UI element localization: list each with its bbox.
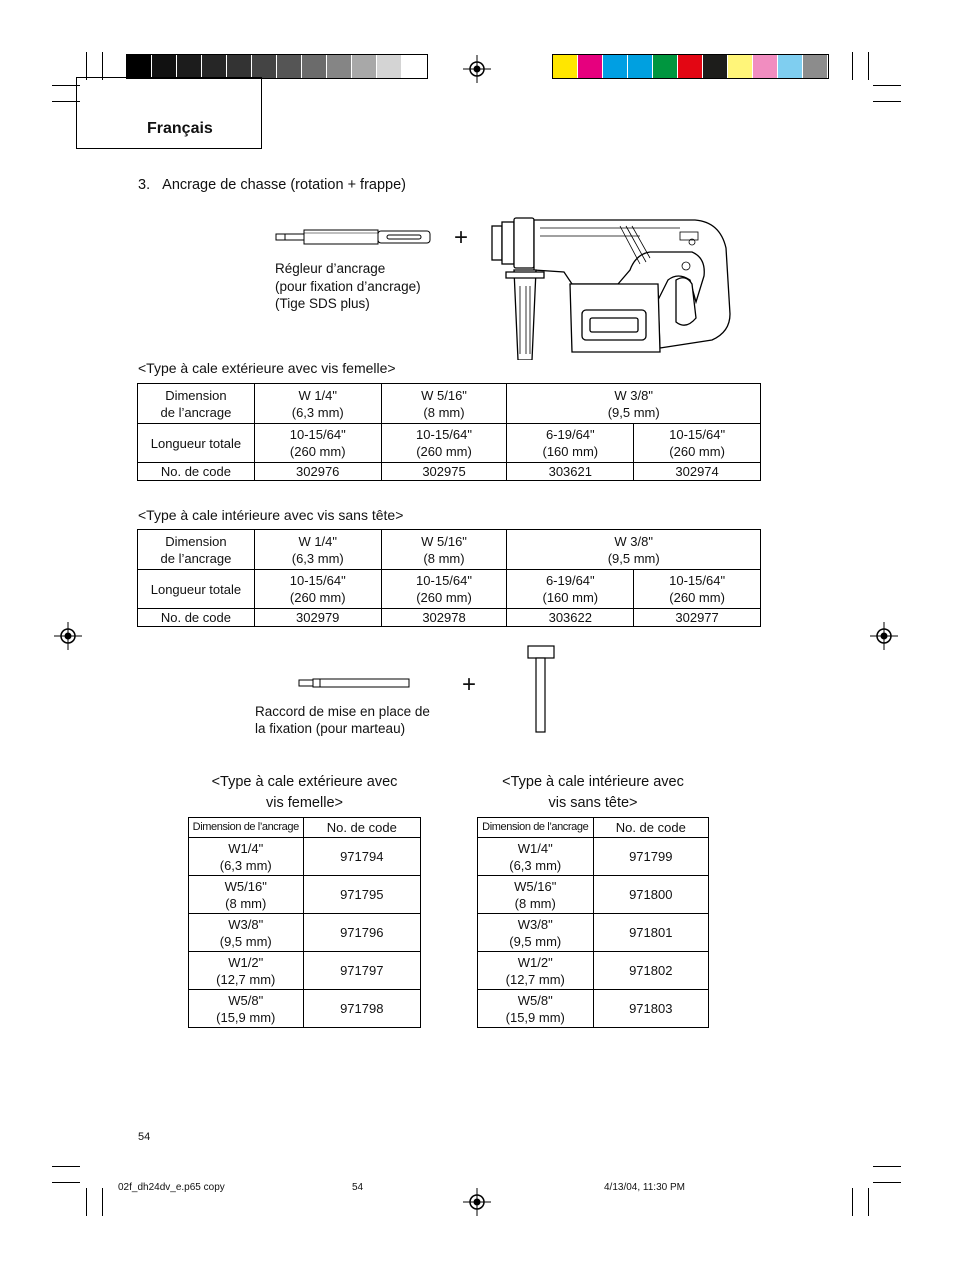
length-cell: 6-19/64" (160 mm)	[507, 570, 634, 609]
dim-cell: W3/8" (9,5 mm)	[189, 914, 304, 952]
color-swatch	[803, 55, 828, 78]
hammer-icon	[524, 644, 558, 734]
row-label: Dimension de l’ancrage	[138, 384, 255, 424]
color-bar	[552, 54, 829, 79]
color-swatch	[778, 55, 803, 78]
registration-mark-icon	[463, 55, 491, 83]
code-cell: 971802	[593, 952, 708, 990]
col-header: No. de code	[303, 818, 420, 838]
color-swatch	[553, 55, 578, 78]
plus-sign: +	[454, 224, 469, 251]
footer-date: 4/13/04, 11:30 PM	[604, 1182, 685, 1193]
dim-cell: W5/8" (15,9 mm)	[189, 990, 304, 1028]
code-cell: 971798	[303, 990, 420, 1028]
anchor-spec-table-1	[137, 383, 761, 481]
code-cell: 303621	[507, 463, 634, 481]
gray-color-bar	[126, 54, 428, 79]
col-header: Dimension de l’ancrage	[478, 818, 594, 838]
caption-line: (Tige SDS plus)	[275, 296, 370, 311]
color-swatch	[127, 55, 152, 78]
crop-mark	[868, 52, 869, 80]
code-cell: 971796	[303, 914, 420, 952]
registration-mark-icon	[463, 1188, 491, 1216]
length-cell: 10-15/64" (260 mm)	[634, 570, 761, 609]
caption-line: (pour fixation d’ancrage)	[275, 278, 421, 294]
code-cell: 302978	[381, 609, 507, 627]
section-heading: 3. Ancrage de chasse (rotation + frappe)	[138, 177, 407, 193]
code-cell: 971794	[303, 838, 420, 876]
color-swatch	[377, 55, 402, 78]
dimension-cell: W 3/8" (9,5 mm)	[507, 384, 761, 424]
color-swatch	[177, 55, 202, 78]
caption-line: la fixation (pour marteau)	[255, 721, 406, 736]
crop-mark	[86, 1188, 87, 1216]
dimension-cell: W 5/16" (8 mm)	[381, 530, 507, 570]
color-swatch	[728, 55, 753, 78]
color-swatch	[277, 55, 302, 78]
tool2-caption	[255, 703, 430, 737]
color-swatch	[152, 55, 177, 78]
color-swatch	[703, 55, 728, 78]
color-swatch	[753, 55, 778, 78]
crop-mark	[868, 1188, 869, 1216]
language-box	[76, 77, 262, 149]
dimension-cell: W 5/16" (8 mm)	[381, 384, 507, 424]
footer-file: 02f_dh24dv_e.p65 copy	[118, 1182, 225, 1193]
caption-line: Raccord de mise en place de	[255, 704, 430, 719]
length-cell: 10-15/64" (260 mm)	[381, 424, 507, 463]
registration-mark-icon	[870, 622, 898, 650]
code-cell: 971797	[303, 952, 420, 990]
registration-mark-icon	[54, 622, 82, 650]
row-label: Longueur totale	[138, 570, 255, 609]
color-swatch	[327, 55, 352, 78]
plus-sign: +	[462, 671, 477, 698]
code-cell: 302975	[381, 463, 507, 481]
crop-mark	[873, 101, 901, 102]
code-cell: 971803	[593, 990, 708, 1028]
length-cell: 10-15/64" (260 mm)	[254, 424, 381, 463]
code-cell: 971799	[593, 838, 708, 876]
row-label: No. de code	[138, 463, 255, 481]
color-swatch	[302, 55, 327, 78]
color-swatch	[653, 55, 678, 78]
dim-cell: W5/16" (8 mm)	[478, 876, 594, 914]
color-swatch	[227, 55, 252, 78]
code-cell: 971795	[303, 876, 420, 914]
dim-cell: W5/8" (15,9 mm)	[478, 990, 594, 1028]
color-swatch	[252, 55, 277, 78]
dim-cell: W5/16" (8 mm)	[189, 876, 304, 914]
dim-cell: W1/2" (12,7 mm)	[478, 952, 594, 990]
length-cell: 10-15/64" (260 mm)	[254, 570, 381, 609]
anchor-setter-hammer-icon	[298, 676, 413, 690]
dim-cell: W3/8" (9,5 mm)	[478, 914, 594, 952]
dimension-cell: W 1/4" (6,3 mm)	[254, 530, 381, 570]
row-label: Longueur totale	[138, 424, 255, 463]
color-swatch	[628, 55, 653, 78]
code-cell: 971800	[593, 876, 708, 914]
code-cell: 303622	[507, 609, 634, 627]
page-number: 54	[138, 1131, 151, 1143]
color-swatch	[603, 55, 628, 78]
table2-title: <Type à cale intérieure avec vis sans tête>	[138, 507, 404, 523]
crop-mark	[873, 1166, 901, 1167]
crop-mark	[873, 1182, 901, 1183]
code-cell: 302979	[254, 609, 381, 627]
crop-mark	[52, 1166, 80, 1167]
language-label: Français	[147, 120, 213, 137]
dim-cell: W1/4" (6,3 mm)	[189, 838, 304, 876]
right-code-table	[477, 817, 709, 1028]
tool1-caption	[275, 260, 421, 313]
right-small-title: <Type à cale intérieure avec vis sans tête>	[502, 774, 684, 811]
rotary-hammer-icon	[490, 214, 738, 360]
row-label: Dimension de l’ancrage	[138, 530, 255, 570]
crop-mark	[102, 1188, 103, 1216]
color-swatch	[352, 55, 377, 78]
length-cell: 10-15/64" (260 mm)	[634, 424, 761, 463]
code-cell: 302977	[634, 609, 761, 627]
length-cell: 10-15/64" (260 mm)	[381, 570, 507, 609]
color-swatch	[402, 55, 427, 78]
dimension-cell: W 3/8" (9,5 mm)	[507, 530, 761, 570]
table1-title: <Type à cale extérieure avec vis femelle>	[138, 360, 396, 376]
footer-page: 54	[352, 1182, 364, 1193]
dim-cell: W1/2" (12,7 mm)	[189, 952, 304, 990]
length-cell: 6-19/64" (160 mm)	[507, 424, 634, 463]
dim-cell: W1/4" (6,3 mm)	[478, 838, 594, 876]
crop-mark	[52, 1182, 80, 1183]
color-swatch	[678, 55, 703, 78]
left-code-table	[188, 817, 421, 1028]
crop-mark	[86, 52, 87, 80]
crop-mark	[873, 85, 901, 86]
caption-line: Régleur d’ancrage	[275, 261, 386, 276]
left-small-title: <Type à cale extérieure avec vis femelle>	[211, 774, 398, 811]
crop-mark	[852, 52, 853, 80]
row-label: No. de code	[138, 609, 255, 627]
color-swatch	[202, 55, 227, 78]
color-swatch	[578, 55, 603, 78]
anchor-spec-table-2	[137, 529, 761, 627]
crop-mark	[102, 52, 103, 80]
code-cell: 302974	[634, 463, 761, 481]
code-cell: 302976	[254, 463, 381, 481]
col-header: Dimension de l’ancrage	[189, 818, 304, 838]
code-cell: 971801	[593, 914, 708, 952]
col-header: No. de code	[593, 818, 708, 838]
anchor-setter-sds-icon	[275, 226, 435, 248]
dimension-cell: W 1/4" (6,3 mm)	[254, 384, 381, 424]
crop-mark	[852, 1188, 853, 1216]
